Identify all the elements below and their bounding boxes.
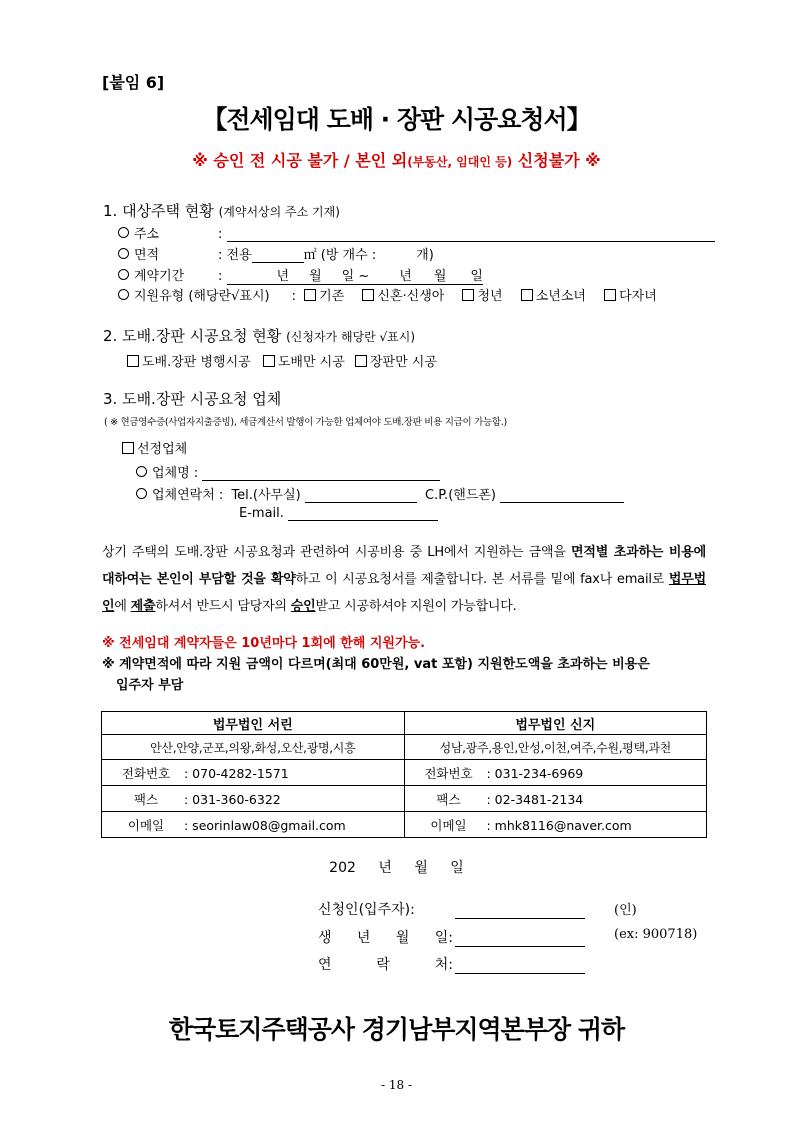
vendor-email-row: E-mail. [239,506,438,521]
agreement-paragraph: 상기 주택의 도배.장판 시공요청과 관련하여 시공비용 중 LH에서 지원하는 금액을 면적별 초과하는 비용에 대하여는 본인이 부담할 것을 확약하고 이 시공요청서를 제출합니다. 본 서류를 밑에 fax나 email로 법무법인에 제출하셔서 반드시 담당자의 승인받고 시공하셔야 지원이 가능합니다. [102,545,706,614]
selected-vendor[interactable]: 선정업체 [122,438,187,457]
law-firm-left-fax: 팩스 : 031-360-6322 [102,786,405,812]
checkbox[interactable] [355,355,367,367]
warning-main: ※ 승인 전 시공 불가 / 본인 외 [192,151,408,170]
law-firm-right-phone: 전화번호 : 031-234-6969 [404,760,707,786]
contact-row: 연 락 처: [318,954,585,974]
note-cost: ※ 계약면적에 따라 지원 금액이 다르며(최대 60만원, vat 포함) 지원한도액을 초과하는 비용은 입주자 부담 [102,657,650,693]
support-option-existing[interactable]: 기존 [304,289,344,304]
checkbox[interactable] [304,289,316,301]
section2-heading: 2. 도배.장판 시공요청 현황 (신청자가 해당란 √표시) [103,327,416,345]
checkbox[interactable] [362,289,374,301]
area-field[interactable] [252,248,304,263]
note-limit: ※ 전세임대 계약자들은 10년마다 1회에 한해 지원가능. [102,636,426,651]
option-both[interactable]: 도배.장판 병행시공 [127,355,251,370]
law-firm-left-areas: 안산,안양,군포,의왕,화성,오산,광명,시흥 [102,735,405,760]
section2-options [127,351,437,370]
support-option-youth[interactable]: 청년 [462,289,502,304]
section1-heading: 1. 대상주택 현황 (계약서상의 주소 기재) [103,202,340,220]
law-firm-table [101,711,707,838]
address-field[interactable] [227,227,715,242]
law-firm-left-name: 법무법인 서린 [102,712,405,735]
law-firm-right-email: 이메일 : mhk8116@naver.com [404,812,707,838]
period-field[interactable]: 년 월 일 ~ 년 월 일 [227,265,483,285]
checkbox[interactable] [604,289,616,301]
bullet-circle-icon [118,248,129,259]
support-option-newlywed[interactable]: 신혼·신생아 [362,289,444,304]
checkbox[interactable] [122,442,134,454]
vendor-email-field[interactable] [288,506,438,521]
checkbox[interactable] [127,355,139,367]
birth-example: (ex: 900718) [614,927,698,942]
checkbox[interactable] [521,289,533,301]
applicant-row: 신청인(입주자): (인) [318,899,585,919]
vendor-tel-field[interactable] [305,488,417,503]
law-firm-right-fax: 팩스 : 02-3481-2134 [404,786,707,812]
vendor-contact-row: 업체연락처 : Tel.(사무실) C.P.(핸드폰) [136,484,624,503]
checkbox[interactable] [263,355,275,367]
birth-field[interactable] [455,931,585,947]
bullet-circle-icon [118,269,129,280]
attachment-tag: [붙임 6] [102,73,165,92]
option-floor-only[interactable]: 장판만 시공 [355,355,437,370]
form-title: 【전세임대 도배 · 장판 시공요청서】 [202,105,591,134]
warning-end: 신청불가 ※ [512,151,601,170]
period-row: 계약기간 : 년 월 일 ~ 년 월 일 [118,265,483,285]
support-type-row: 지원유형 (해당란√표시) : 기존 신혼·신생아 청년 소년소녀 다자녀 [118,285,657,304]
section3-heading: 3. 도배.장판 시공요청 업체 [103,390,282,408]
vendor-cp-field[interactable] [500,488,624,503]
area-row: 면적 : 전용 ㎡ (방 개수 : 개) [118,244,434,263]
bullet-circle-icon [118,227,129,238]
section3-note: ( ※ 현금영수증(사업자지출증빙), 세금계산서 발행이 가능한 업체여야 도배.장판 비용 지급이 가능함.) [104,417,507,428]
support-option-multichild[interactable]: 다자녀 [604,289,657,304]
bullet-circle-icon [118,289,129,300]
seal-mark: (인) [614,903,637,918]
law-firm-left-phone: 전화번호 : 070-4282-1571 [102,760,405,786]
date-line: 202 년 월 일 [329,860,464,876]
warning-banner [0,148,793,171]
addressee: 한국토지주택공사 경기남부지역본부장 귀하 [168,1015,625,1044]
vendor-name-row: 업체명 : [136,462,440,481]
checkbox[interactable] [462,289,474,301]
contact-field[interactable] [455,958,585,974]
law-firm-right-areas: 성남,광주,용인,안성,이천,여주,수원,평택,과천 [404,735,707,760]
bullet-circle-icon [136,466,147,477]
page-number: - 18 - [380,1078,412,1092]
law-firm-right-name: 법무법인 신지 [404,712,707,735]
birth-row: 생 년 월 일: (ex: 900718) [318,927,698,946]
applicant-field[interactable] [455,903,585,919]
law-firm-left-email: 이메일 : seorinlaw08@gmail.com [102,812,405,838]
address-row: 주소 : [118,223,715,242]
vendor-name-field[interactable] [202,466,440,481]
warning-small: (부동산, 임대인 등) [407,155,513,169]
bullet-circle-icon [136,488,147,499]
option-wallpaper-only[interactable]: 도배만 시공 [263,355,345,370]
support-option-minor[interactable]: 소년소녀 [521,289,586,304]
